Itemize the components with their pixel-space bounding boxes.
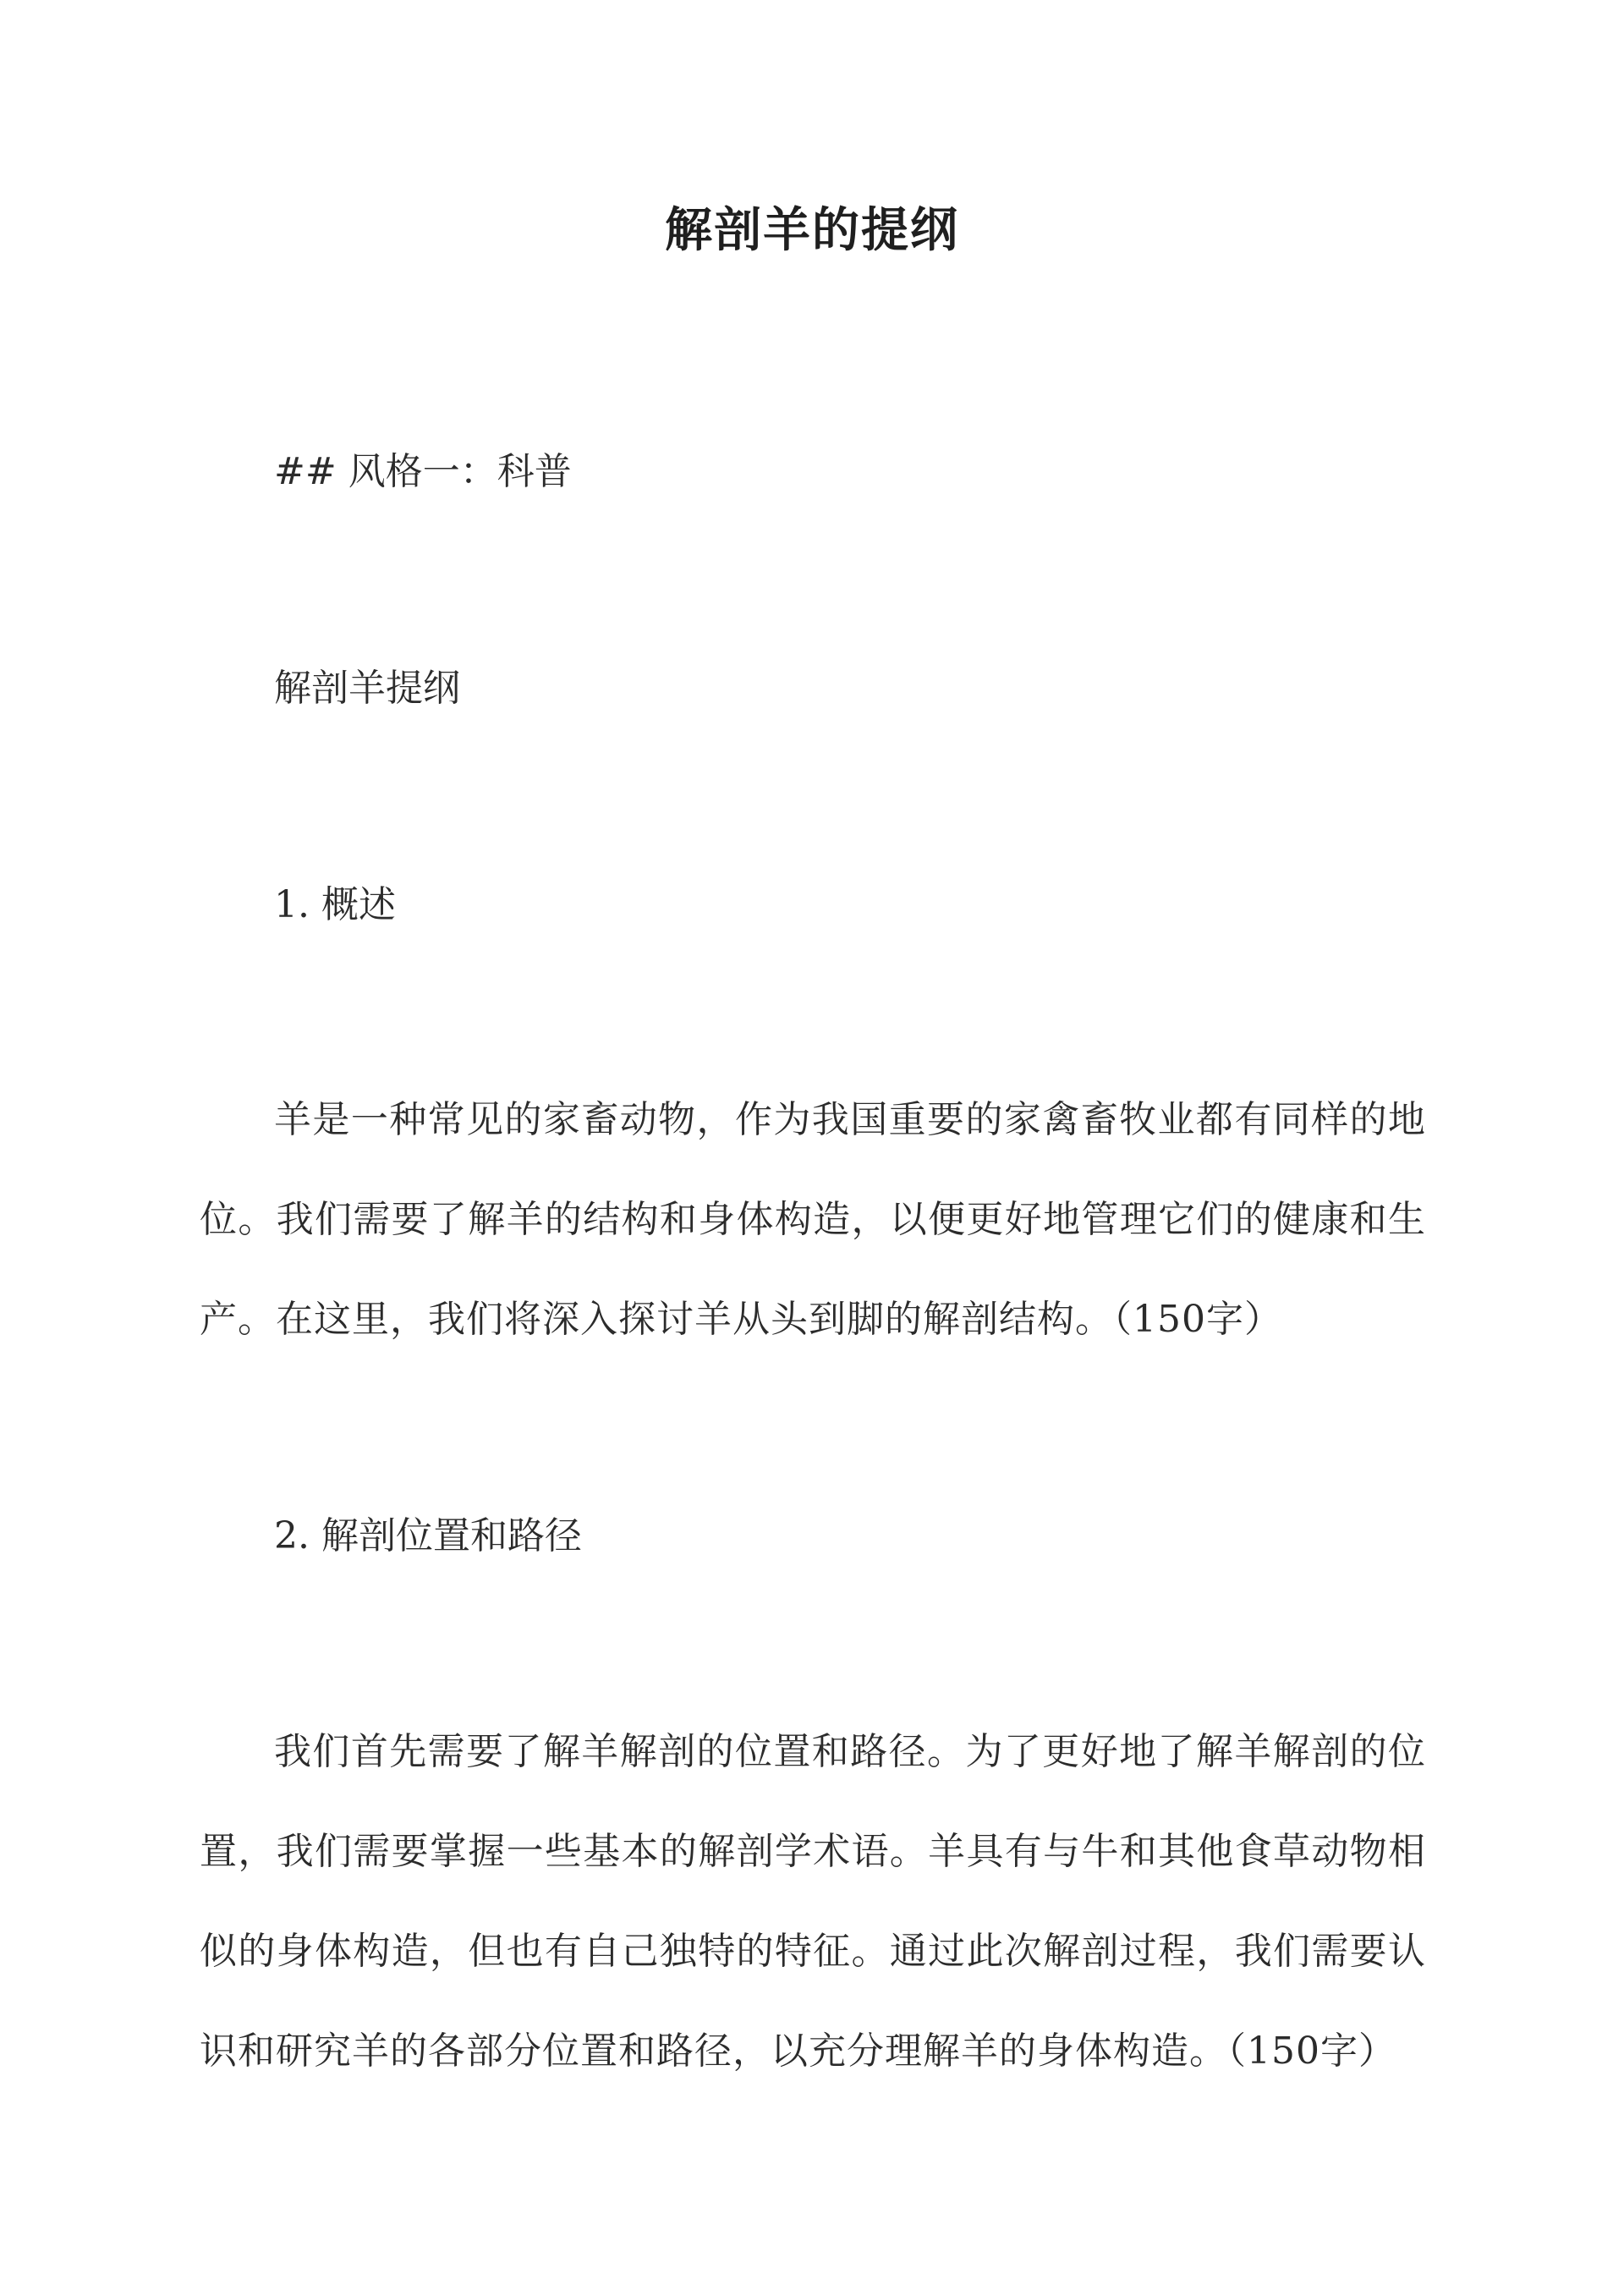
document-title: 解剖羊的提纲	[665, 202, 959, 258]
section-heading-overview: 1. 概述	[274, 883, 396, 926]
section-body-position-path: 我们首先需要了解羊解剖的位置和路径。为了更好地了解羊解剖的位置，我们需要掌握一些基本的解剖学术语。羊具有与牛和其他食草动物相似的身体构造，但也有自己独特的特征。通过此次解剖过程，我们需要认识和研究羊的各部分位置和路径，以充分理解羊的身体构造。（150字）	[200, 1730, 1426, 2073]
section-heading-position-path: 2. 解剖位置和路径	[274, 1514, 582, 1557]
style-heading: ## 风格一：科普	[274, 450, 572, 493]
outline-subtitle: 解剖羊提纲	[274, 667, 460, 710]
section-body-overview: 羊是一种常见的家畜动物，作为我国重要的家禽畜牧业都有同样的地位。我们需要了解羊的结构和身体构造，以便更好地管理它们的健康和生产。在这里，我们将深入探讨羊从头到脚的解剖结构。（150字）	[200, 1098, 1426, 1341]
